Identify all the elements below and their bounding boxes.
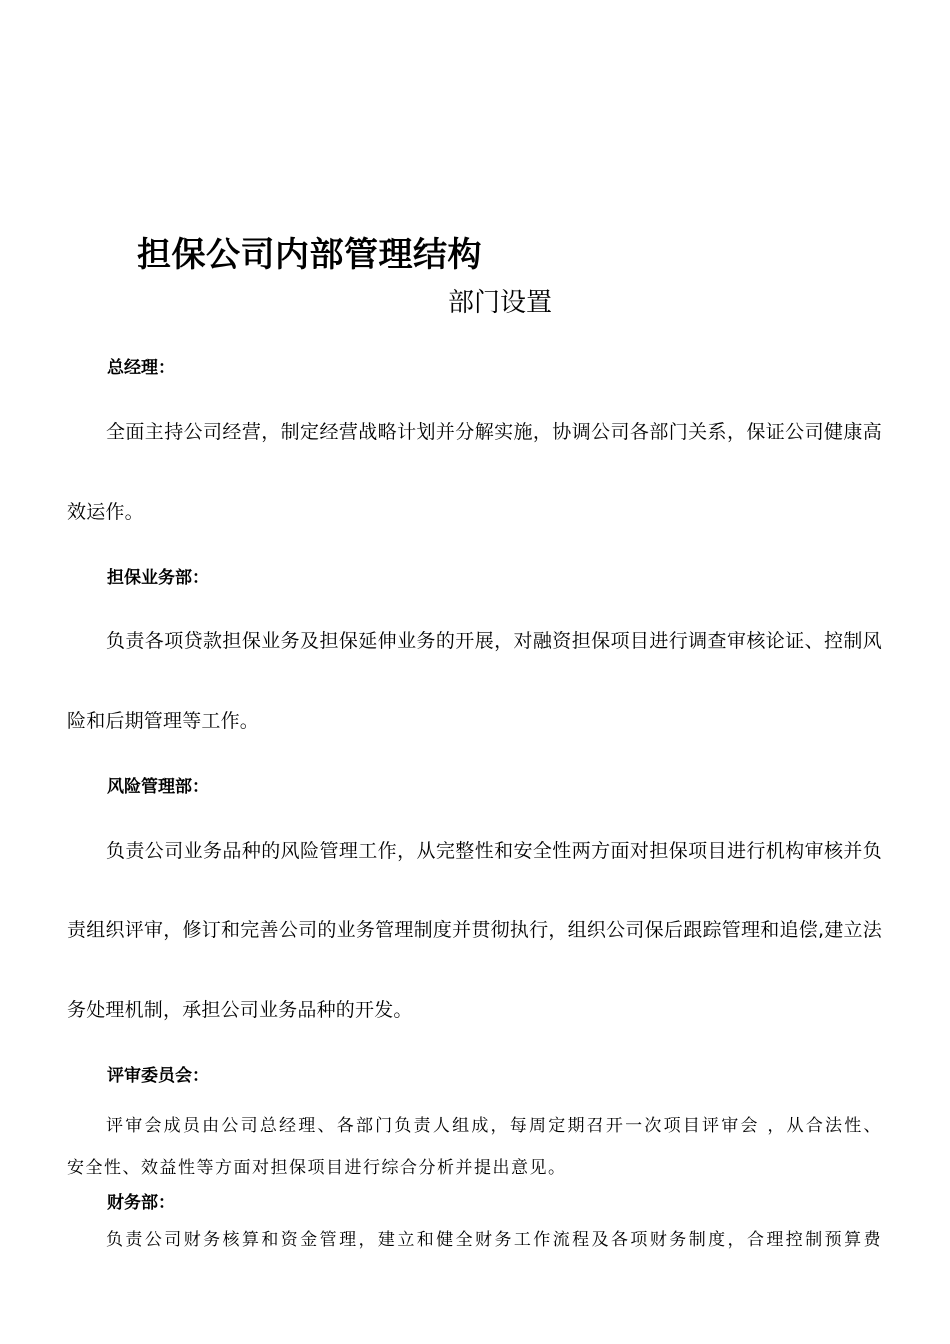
- paragraph-line: 务处理机制，承担公司业务品种的开发。: [67, 999, 413, 1021]
- paragraph-line: 责组织评审，修订和完善公司的业务管理制度并贯彻执行，组织公司保后跟踪管理和追偿,建立法: [67, 919, 882, 941]
- document-title: 担保公司内部管理结构: [137, 235, 482, 275]
- section-heading: 总经理：: [107, 358, 175, 378]
- paragraph-line: 负责公司财务核算和资金管理，建立和健全财务工作流程及各项财务制度，合理控制预算费: [106, 1230, 882, 1250]
- paragraph-line: 评审会成员由公司总经理、各部门负责人组成，每周定期召开一次项目评审会 ，从合法性、: [106, 1116, 882, 1136]
- paragraph-line: 全面主持公司经营，制定经营战略计划并分解实施，协调公司各部门关系，保证公司健康高: [106, 421, 882, 443]
- section-heading: 评审委员会：: [107, 1066, 209, 1086]
- paragraph-line: 险和后期管理等工作。: [67, 710, 260, 732]
- paragraph-line: 负责公司业务品种的风险管理工作，从完整性和安全性两方面对担保项目进行机构审核并负: [106, 840, 882, 862]
- paragraph-line: 效运作。: [67, 501, 144, 523]
- paragraph-line: 负责各项贷款担保业务及担保延伸业务的开展，对融资担保项目进行调查审核论证、控制风: [106, 630, 882, 652]
- document-subtitle: 部门设置: [448, 288, 553, 318]
- paragraph-line: 安全性、效益性等方面对担保项目进行综合分析并提出意见。: [67, 1158, 567, 1178]
- section-heading: 风险管理部：: [107, 777, 209, 797]
- section-heading: 担保业务部：: [107, 568, 209, 588]
- section-heading: 财务部：: [107, 1193, 175, 1213]
